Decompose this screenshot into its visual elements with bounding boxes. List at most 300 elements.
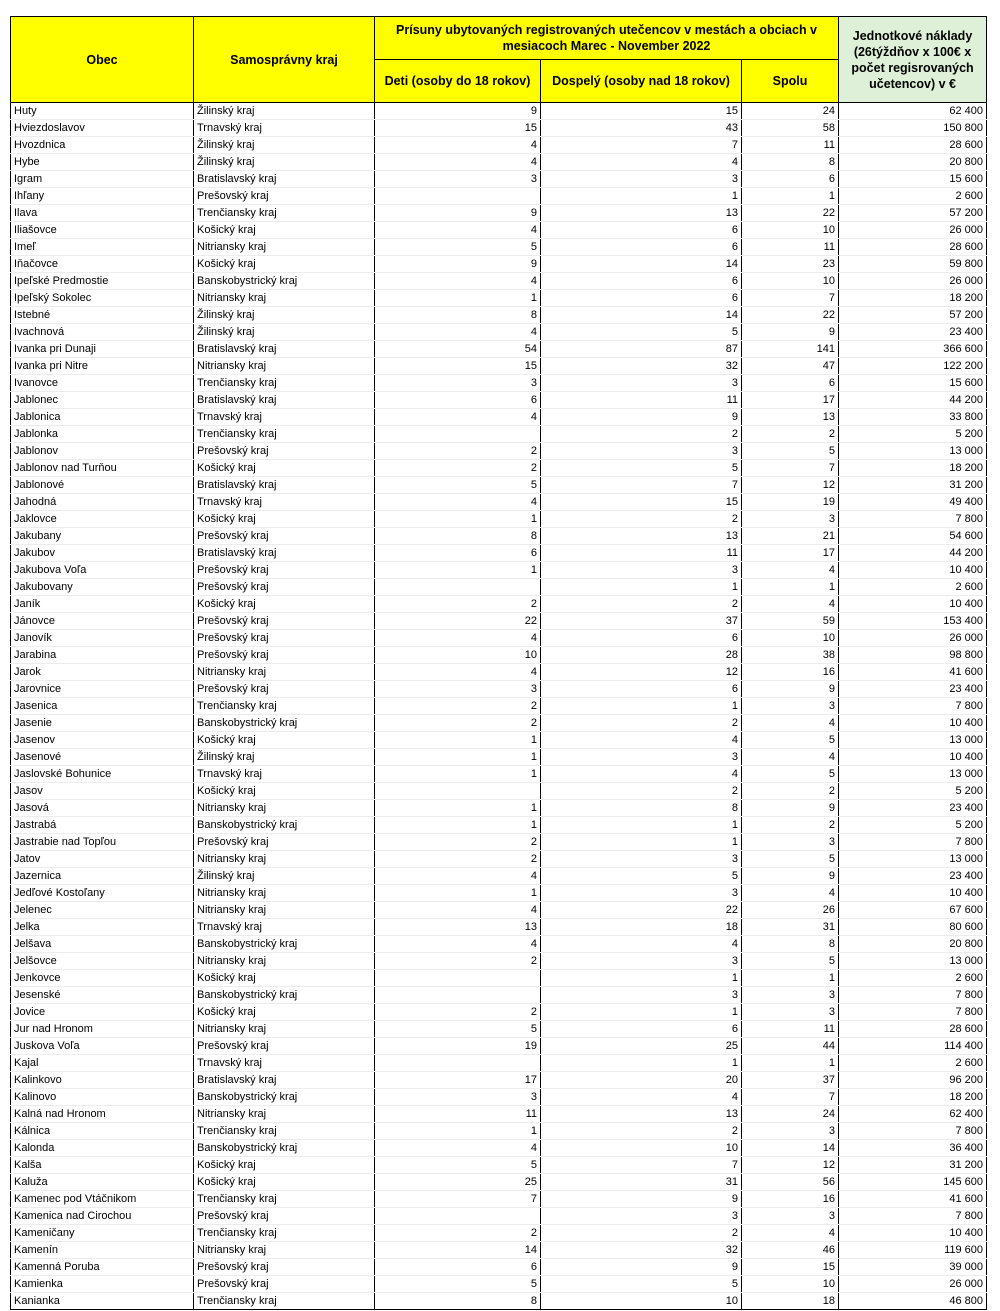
cell-dospely: 22 bbox=[541, 902, 742, 919]
cell-obec: Kamenín bbox=[11, 1242, 194, 1259]
cell-deti: 1 bbox=[375, 817, 541, 834]
cell-deti: 1 bbox=[375, 800, 541, 817]
table-row bbox=[11, 375, 987, 392]
cell-naklady: 41 600 bbox=[839, 1191, 987, 1208]
cell-obec: Jablonov nad Turňou bbox=[11, 460, 194, 477]
cell-naklady: 7 800 bbox=[839, 511, 987, 528]
cell-naklady: 18 200 bbox=[839, 290, 987, 307]
table-row bbox=[11, 443, 987, 460]
cell-naklady: 26 000 bbox=[839, 630, 987, 647]
cell-dospely: 4 bbox=[541, 732, 742, 749]
cell-deti: 2 bbox=[375, 698, 541, 715]
cell-spolu: 7 bbox=[742, 1089, 839, 1106]
table-row bbox=[11, 426, 987, 443]
cell-dospely: 7 bbox=[541, 137, 742, 154]
cell-dospely: 15 bbox=[541, 103, 742, 120]
cell-obec: Ivanka pri Nitre bbox=[11, 358, 194, 375]
cell-obec: Jakubovany bbox=[11, 579, 194, 596]
cell-spolu: 6 bbox=[742, 171, 839, 188]
cell-kraj: Košický kraj bbox=[194, 511, 375, 528]
table-row bbox=[11, 902, 987, 919]
table-row bbox=[11, 766, 987, 783]
cell-spolu: 10 bbox=[742, 222, 839, 239]
cell-obec: Kajal bbox=[11, 1055, 194, 1072]
table-row bbox=[11, 562, 987, 579]
cell-spolu: 58 bbox=[742, 120, 839, 137]
cell-naklady: 62 400 bbox=[839, 103, 987, 120]
cell-naklady: 150 800 bbox=[839, 120, 987, 137]
cell-naklady: 145 600 bbox=[839, 1174, 987, 1191]
table-row bbox=[11, 936, 987, 953]
cell-kraj: Prešovský kraj bbox=[194, 681, 375, 698]
table-row bbox=[11, 851, 987, 868]
cell-deti: 9 bbox=[375, 103, 541, 120]
cell-obec: Jakubov bbox=[11, 545, 194, 562]
cell-naklady: 23 400 bbox=[839, 681, 987, 698]
cell-naklady: 15 600 bbox=[839, 375, 987, 392]
cell-obec: Juskova Voľa bbox=[11, 1038, 194, 1055]
cell-obec: Jastrabá bbox=[11, 817, 194, 834]
cell-dospely: 10 bbox=[541, 1293, 742, 1310]
cell-dospely: 6 bbox=[541, 681, 742, 698]
cell-spolu: 3 bbox=[742, 834, 839, 851]
cell-kraj: Košický kraj bbox=[194, 1157, 375, 1174]
table-row bbox=[11, 681, 987, 698]
cell-kraj: Prešovský kraj bbox=[194, 528, 375, 545]
cell-obec: Jakubany bbox=[11, 528, 194, 545]
cell-obec: Jasenové bbox=[11, 749, 194, 766]
table-header bbox=[11, 17, 987, 103]
cell-deti bbox=[375, 1208, 541, 1225]
cell-obec: Hviezdoslavov bbox=[11, 120, 194, 137]
cell-kraj: Banskobystrický kraj bbox=[194, 1140, 375, 1157]
cell-kraj: Nitriansky kraj bbox=[194, 358, 375, 375]
cell-obec: Jaslovské Bohunice bbox=[11, 766, 194, 783]
cell-deti: 15 bbox=[375, 120, 541, 137]
table-row bbox=[11, 120, 987, 137]
cell-spolu: 17 bbox=[742, 545, 839, 562]
cell-obec: Ipeľské Predmostie bbox=[11, 273, 194, 290]
cell-naklady: 26 000 bbox=[839, 273, 987, 290]
cell-deti: 1 bbox=[375, 511, 541, 528]
cell-dospely: 7 bbox=[541, 477, 742, 494]
cell-obec: Kamenná Poruba bbox=[11, 1259, 194, 1276]
cell-spolu: 12 bbox=[742, 477, 839, 494]
cell-obec: Jelšovce bbox=[11, 953, 194, 970]
cell-naklady: 153 400 bbox=[839, 613, 987, 630]
cell-naklady: 28 600 bbox=[839, 137, 987, 154]
cell-obec: Kameničany bbox=[11, 1225, 194, 1242]
cell-deti bbox=[375, 970, 541, 987]
cell-kraj: Bratislavský kraj bbox=[194, 341, 375, 358]
cell-dospely: 4 bbox=[541, 766, 742, 783]
cell-spolu: 9 bbox=[742, 324, 839, 341]
table-row bbox=[11, 987, 987, 1004]
cell-spolu: 37 bbox=[742, 1072, 839, 1089]
cell-naklady: 33 800 bbox=[839, 409, 987, 426]
cell-spolu: 1 bbox=[742, 970, 839, 987]
cell-obec: Jahodná bbox=[11, 494, 194, 511]
cell-naklady: 54 600 bbox=[839, 528, 987, 545]
cell-naklady: 18 200 bbox=[839, 1089, 987, 1106]
cell-dospely: 6 bbox=[541, 239, 742, 256]
cell-dospely: 6 bbox=[541, 222, 742, 239]
table-row bbox=[11, 800, 987, 817]
cell-obec: Jakubova Voľa bbox=[11, 562, 194, 579]
cell-kraj: Nitriansky kraj bbox=[194, 1242, 375, 1259]
cell-obec: Kalša bbox=[11, 1157, 194, 1174]
cell-obec: Jelšava bbox=[11, 936, 194, 953]
cell-spolu: 7 bbox=[742, 460, 839, 477]
cell-deti: 1 bbox=[375, 1123, 541, 1140]
cell-naklady: 44 200 bbox=[839, 392, 987, 409]
cell-deti: 4 bbox=[375, 664, 541, 681]
cell-deti: 4 bbox=[375, 1140, 541, 1157]
cell-dospely: 1 bbox=[541, 834, 742, 851]
table-row bbox=[11, 222, 987, 239]
cell-dospely: 5 bbox=[541, 1276, 742, 1293]
cell-spolu: 13 bbox=[742, 409, 839, 426]
cell-dospely: 2 bbox=[541, 426, 742, 443]
cell-obec: Jelenec bbox=[11, 902, 194, 919]
cell-obec: Iliašovce bbox=[11, 222, 194, 239]
table-row bbox=[11, 783, 987, 800]
cell-obec: Jasenica bbox=[11, 698, 194, 715]
cell-dospely: 13 bbox=[541, 205, 742, 222]
cell-kraj: Žilinský kraj bbox=[194, 137, 375, 154]
cell-kraj: Banskobystrický kraj bbox=[194, 715, 375, 732]
cell-obec: Jánovce bbox=[11, 613, 194, 630]
cell-deti: 19 bbox=[375, 1038, 541, 1055]
cell-naklady: 7 800 bbox=[839, 698, 987, 715]
cell-kraj: Nitriansky kraj bbox=[194, 885, 375, 902]
cell-obec: Kamenec pod Vtáčnikom bbox=[11, 1191, 194, 1208]
cell-deti: 8 bbox=[375, 528, 541, 545]
table-row bbox=[11, 205, 987, 222]
cell-dospely: 12 bbox=[541, 664, 742, 681]
cell-spolu: 19 bbox=[742, 494, 839, 511]
table-row bbox=[11, 698, 987, 715]
cell-dospely: 14 bbox=[541, 307, 742, 324]
cell-obec: Jablonica bbox=[11, 409, 194, 426]
table-row bbox=[11, 919, 987, 936]
cell-dospely: 32 bbox=[541, 358, 742, 375]
cell-dospely: 5 bbox=[541, 324, 742, 341]
cell-kraj: Košický kraj bbox=[194, 460, 375, 477]
cell-kraj: Trenčiansky kraj bbox=[194, 1225, 375, 1242]
header-dospely: Dospelý (osoby nad 18 rokov) bbox=[541, 60, 742, 103]
cell-kraj: Banskobystrický kraj bbox=[194, 1089, 375, 1106]
cell-kraj: Prešovský kraj bbox=[194, 1038, 375, 1055]
cell-naklady: 36 400 bbox=[839, 1140, 987, 1157]
table-row bbox=[11, 817, 987, 834]
cell-spolu: 4 bbox=[742, 885, 839, 902]
cell-spolu: 10 bbox=[742, 1276, 839, 1293]
cell-spolu: 9 bbox=[742, 868, 839, 885]
cell-obec: Jablonové bbox=[11, 477, 194, 494]
cell-dospely: 1 bbox=[541, 1004, 742, 1021]
cell-obec: Kamenica nad Cirochou bbox=[11, 1208, 194, 1225]
cell-spolu: 4 bbox=[742, 562, 839, 579]
cell-kraj: Košický kraj bbox=[194, 1004, 375, 1021]
cell-naklady: 15 600 bbox=[839, 171, 987, 188]
cell-dospely: 6 bbox=[541, 273, 742, 290]
cell-dospely: 4 bbox=[541, 936, 742, 953]
cell-deti: 4 bbox=[375, 324, 541, 341]
cell-deti: 1 bbox=[375, 562, 541, 579]
cell-obec: Jelka bbox=[11, 919, 194, 936]
cell-kraj: Žilinský kraj bbox=[194, 749, 375, 766]
cell-spolu: 1 bbox=[742, 1055, 839, 1072]
cell-kraj: Banskobystrický kraj bbox=[194, 987, 375, 1004]
cell-spolu: 5 bbox=[742, 851, 839, 868]
cell-naklady: 59 800 bbox=[839, 256, 987, 273]
cell-kraj: Trenčiansky kraj bbox=[194, 426, 375, 443]
cell-dospely: 32 bbox=[541, 1242, 742, 1259]
cell-deti: 1 bbox=[375, 732, 541, 749]
cell-kraj: Nitriansky kraj bbox=[194, 953, 375, 970]
cell-kraj: Nitriansky kraj bbox=[194, 239, 375, 256]
cell-spolu: 17 bbox=[742, 392, 839, 409]
cell-kraj: Žilinský kraj bbox=[194, 103, 375, 120]
cell-obec: Kalonda bbox=[11, 1140, 194, 1157]
table-row bbox=[11, 613, 987, 630]
cell-obec: Kalinkovo bbox=[11, 1072, 194, 1089]
table-row bbox=[11, 460, 987, 477]
cell-deti: 4 bbox=[375, 137, 541, 154]
cell-spolu: 47 bbox=[742, 358, 839, 375]
table-row bbox=[11, 715, 987, 732]
cell-dospely: 2 bbox=[541, 596, 742, 613]
header-obec: Obec bbox=[11, 17, 194, 103]
cell-obec: Ivanovce bbox=[11, 375, 194, 392]
cell-obec: Ipeľský Sokolec bbox=[11, 290, 194, 307]
cell-deti: 5 bbox=[375, 1157, 541, 1174]
table-row bbox=[11, 749, 987, 766]
cell-dospely: 2 bbox=[541, 715, 742, 732]
cell-spolu: 56 bbox=[742, 1174, 839, 1191]
cell-spolu: 11 bbox=[742, 239, 839, 256]
cell-naklady: 5 200 bbox=[839, 426, 987, 443]
cell-naklady: 23 400 bbox=[839, 324, 987, 341]
cell-kraj: Žilinský kraj bbox=[194, 154, 375, 171]
cell-deti: 4 bbox=[375, 409, 541, 426]
cell-dospely: 37 bbox=[541, 613, 742, 630]
cell-deti: 1 bbox=[375, 766, 541, 783]
cell-dospely: 3 bbox=[541, 749, 742, 766]
cell-kraj: Nitriansky kraj bbox=[194, 902, 375, 919]
cell-deti: 5 bbox=[375, 239, 541, 256]
table-row bbox=[11, 409, 987, 426]
cell-deti: 6 bbox=[375, 545, 541, 562]
cell-deti bbox=[375, 579, 541, 596]
cell-dospely: 9 bbox=[541, 409, 742, 426]
cell-deti: 11 bbox=[375, 1106, 541, 1123]
cell-kraj: Trnavský kraj bbox=[194, 1055, 375, 1072]
cell-obec: Kamienka bbox=[11, 1276, 194, 1293]
table-row bbox=[11, 885, 987, 902]
cell-kraj: Bratislavský kraj bbox=[194, 1072, 375, 1089]
cell-dospely: 13 bbox=[541, 1106, 742, 1123]
cell-obec: Iňačovce bbox=[11, 256, 194, 273]
table-row bbox=[11, 1293, 987, 1310]
cell-deti: 4 bbox=[375, 630, 541, 647]
cell-dospely: 6 bbox=[541, 290, 742, 307]
cell-naklady: 31 200 bbox=[839, 1157, 987, 1174]
cell-dospely: 3 bbox=[541, 443, 742, 460]
cell-spolu: 12 bbox=[742, 1157, 839, 1174]
cell-obec: Jasová bbox=[11, 800, 194, 817]
cell-deti bbox=[375, 426, 541, 443]
cell-spolu: 3 bbox=[742, 987, 839, 1004]
cell-kraj: Trnavský kraj bbox=[194, 120, 375, 137]
cell-naklady: 7 800 bbox=[839, 834, 987, 851]
cell-deti: 4 bbox=[375, 868, 541, 885]
cell-deti: 4 bbox=[375, 273, 541, 290]
cell-naklady: 7 800 bbox=[839, 1004, 987, 1021]
cell-deti: 5 bbox=[375, 1021, 541, 1038]
cell-deti: 3 bbox=[375, 1089, 541, 1106]
cell-deti: 25 bbox=[375, 1174, 541, 1191]
cell-spolu: 38 bbox=[742, 647, 839, 664]
cell-naklady: 96 200 bbox=[839, 1072, 987, 1089]
cell-kraj: Prešovský kraj bbox=[194, 188, 375, 205]
table-row bbox=[11, 1208, 987, 1225]
table-row bbox=[11, 970, 987, 987]
table-row bbox=[11, 834, 987, 851]
cell-naklady: 114 400 bbox=[839, 1038, 987, 1055]
cell-kraj: Trenčiansky kraj bbox=[194, 698, 375, 715]
cell-kraj: Prešovský kraj bbox=[194, 613, 375, 630]
cell-deti: 2 bbox=[375, 1225, 541, 1242]
cell-obec: Janík bbox=[11, 596, 194, 613]
cell-kraj: Prešovský kraj bbox=[194, 562, 375, 579]
cell-kraj: Bratislavský kraj bbox=[194, 392, 375, 409]
table-row bbox=[11, 953, 987, 970]
cell-deti: 2 bbox=[375, 953, 541, 970]
cell-dospely: 3 bbox=[541, 1208, 742, 1225]
cell-naklady: 13 000 bbox=[839, 732, 987, 749]
cell-spolu: 24 bbox=[742, 103, 839, 120]
cell-spolu: 5 bbox=[742, 732, 839, 749]
cell-dospely: 3 bbox=[541, 375, 742, 392]
table-row bbox=[11, 1004, 987, 1021]
cell-spolu: 10 bbox=[742, 630, 839, 647]
cell-dospely: 2 bbox=[541, 783, 742, 800]
cell-obec: Istebné bbox=[11, 307, 194, 324]
cell-spolu: 3 bbox=[742, 1123, 839, 1140]
cell-dospely: 3 bbox=[541, 987, 742, 1004]
cell-naklady: 23 400 bbox=[839, 868, 987, 885]
cell-obec: Jedľové Kostoľany bbox=[11, 885, 194, 902]
cell-naklady: 28 600 bbox=[839, 1021, 987, 1038]
table-row bbox=[11, 358, 987, 375]
cell-naklady: 13 000 bbox=[839, 443, 987, 460]
cell-deti: 4 bbox=[375, 936, 541, 953]
cell-spolu: 26 bbox=[742, 902, 839, 919]
cell-deti: 2 bbox=[375, 834, 541, 851]
cell-deti: 2 bbox=[375, 715, 541, 732]
cell-naklady: 46 800 bbox=[839, 1293, 987, 1310]
cell-kraj: Košický kraj bbox=[194, 970, 375, 987]
cell-kraj: Trnavský kraj bbox=[194, 409, 375, 426]
cell-dospely: 11 bbox=[541, 545, 742, 562]
cell-obec: Jasov bbox=[11, 783, 194, 800]
cell-spolu: 10 bbox=[742, 273, 839, 290]
cell-deti: 4 bbox=[375, 222, 541, 239]
cell-dospely: 25 bbox=[541, 1038, 742, 1055]
cell-deti: 1 bbox=[375, 290, 541, 307]
cell-naklady: 10 400 bbox=[839, 885, 987, 902]
cell-kraj: Nitriansky kraj bbox=[194, 851, 375, 868]
cell-spolu: 6 bbox=[742, 375, 839, 392]
cell-spolu: 3 bbox=[742, 511, 839, 528]
table-row bbox=[11, 1038, 987, 1055]
cell-spolu: 8 bbox=[742, 936, 839, 953]
table-row bbox=[11, 528, 987, 545]
cell-spolu: 2 bbox=[742, 783, 839, 800]
cell-naklady: 7 800 bbox=[839, 1208, 987, 1225]
cell-spolu: 21 bbox=[742, 528, 839, 545]
cell-deti: 1 bbox=[375, 749, 541, 766]
cell-kraj: Trenčiansky kraj bbox=[194, 375, 375, 392]
cell-naklady: 41 600 bbox=[839, 664, 987, 681]
cell-kraj: Trnavský kraj bbox=[194, 494, 375, 511]
cell-kraj: Košický kraj bbox=[194, 256, 375, 273]
table-row bbox=[11, 1276, 987, 1293]
cell-naklady: 10 400 bbox=[839, 715, 987, 732]
cell-deti: 6 bbox=[375, 392, 541, 409]
cell-naklady: 13 000 bbox=[839, 766, 987, 783]
cell-naklady: 62 400 bbox=[839, 1106, 987, 1123]
table-row bbox=[11, 137, 987, 154]
cell-obec: Jablonov bbox=[11, 443, 194, 460]
cell-kraj: Nitriansky kraj bbox=[194, 664, 375, 681]
header-deti: Deti (osoby do 18 rokov) bbox=[375, 60, 541, 103]
table-row bbox=[11, 596, 987, 613]
cell-spolu: 3 bbox=[742, 698, 839, 715]
table-row bbox=[11, 579, 987, 596]
cell-dospely: 5 bbox=[541, 868, 742, 885]
cell-deti: 54 bbox=[375, 341, 541, 358]
table-row bbox=[11, 307, 987, 324]
cell-naklady: 7 800 bbox=[839, 1123, 987, 1140]
cell-spolu: 4 bbox=[742, 1225, 839, 1242]
cell-kraj: Košický kraj bbox=[194, 1174, 375, 1191]
cell-deti: 5 bbox=[375, 1276, 541, 1293]
table-row bbox=[11, 154, 987, 171]
cell-spolu: 11 bbox=[742, 1021, 839, 1038]
cell-naklady: 39 000 bbox=[839, 1259, 987, 1276]
cell-dospely: 9 bbox=[541, 1191, 742, 1208]
cell-spolu: 3 bbox=[742, 1208, 839, 1225]
cell-obec: Jatov bbox=[11, 851, 194, 868]
cell-deti bbox=[375, 987, 541, 1004]
cell-obec: Jablonec bbox=[11, 392, 194, 409]
cell-obec: Kalná nad Hronom bbox=[11, 1106, 194, 1123]
table-row bbox=[11, 1225, 987, 1242]
cell-obec: Igram bbox=[11, 171, 194, 188]
cell-deti: 3 bbox=[375, 375, 541, 392]
cell-deti: 1 bbox=[375, 885, 541, 902]
table-row bbox=[11, 256, 987, 273]
cell-spolu: 5 bbox=[742, 443, 839, 460]
cell-spolu: 22 bbox=[742, 205, 839, 222]
cell-kraj: Banskobystrický kraj bbox=[194, 273, 375, 290]
table-row bbox=[11, 1140, 987, 1157]
cell-kraj: Trenčiansky kraj bbox=[194, 205, 375, 222]
cell-kraj: Trnavský kraj bbox=[194, 766, 375, 783]
